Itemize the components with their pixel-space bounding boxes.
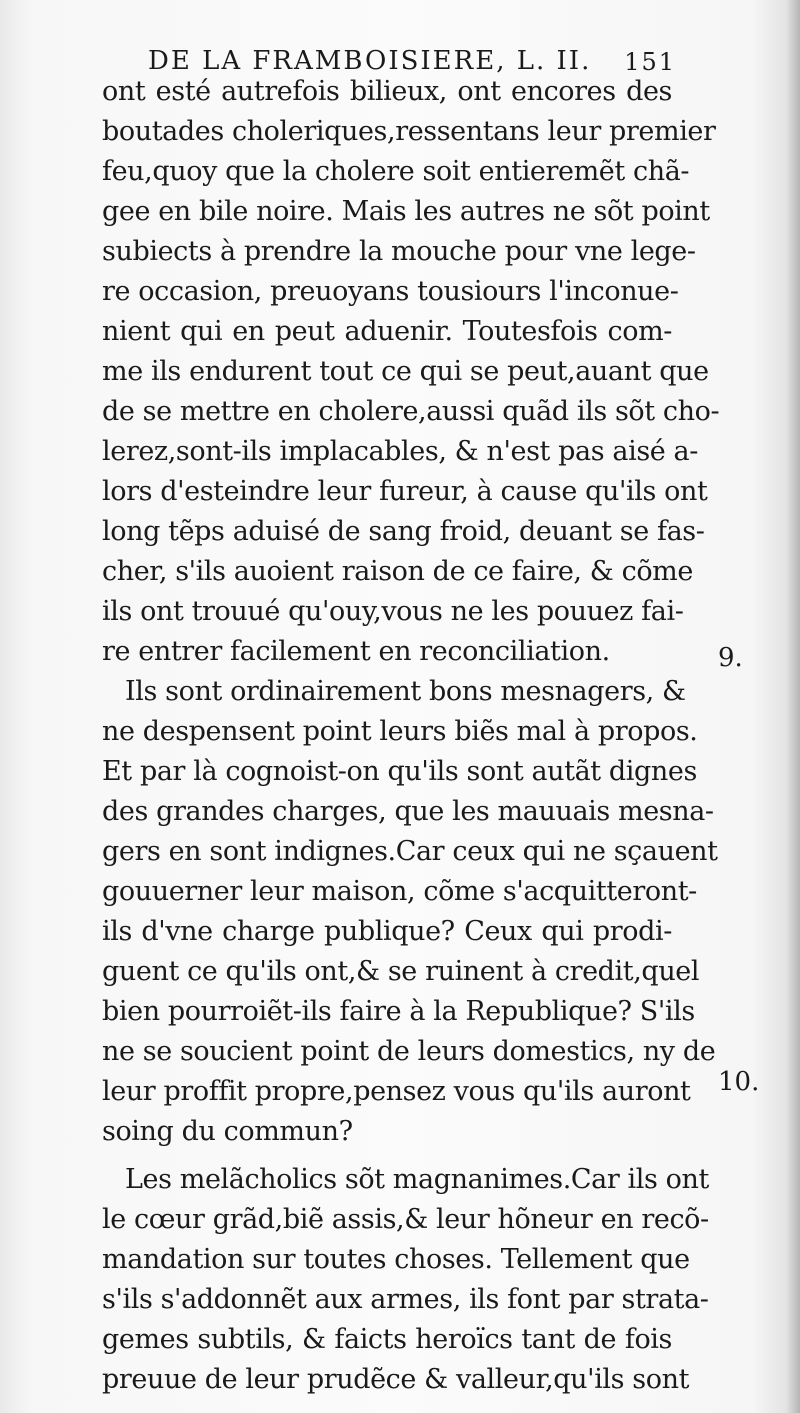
text-line: re occasion, preuoyans tousiours l'inconue- xyxy=(102,276,679,307)
text-line: boutades choleriques,ressentans leur premier xyxy=(102,116,716,147)
text-line: gemes subtils, & faicts heroïcs tant de fois xyxy=(102,1324,672,1355)
text-line: feu,quoy que la cholere soit entieremẽt chã- xyxy=(102,156,690,187)
text-line: soing du commun? xyxy=(102,1116,353,1147)
margin-note-9: 9. xyxy=(718,643,743,673)
text-line: s'ils s'addonnẽt aux armes, ils font par strata- xyxy=(102,1284,709,1315)
text-line: me ils endurent tout ce qui se peut,auant que xyxy=(102,356,709,387)
text-line: nient qui en peut aduenir. Toutesfois com- xyxy=(102,316,672,347)
text-line: cher, s'ils auoient raison de ce faire, & cõme xyxy=(102,556,693,587)
text-line: le cœur grãd,biẽ assis,& leur hõneur en recõ- xyxy=(102,1204,709,1235)
text-line: Ils sont ordinairement bons mesnagers, & xyxy=(125,676,686,707)
text-line: preuue de leur prudẽce & valleur,qu'ils sont xyxy=(102,1364,690,1395)
text-line: lors d'esteindre leur fureur, à cause qu'ils ont xyxy=(102,476,708,507)
text-line: gouuerner leur maison, cõme s'acquitteront- xyxy=(102,876,697,907)
page-number: 151 xyxy=(624,48,676,76)
text-line: lerez,sont-ils implacables, & n'est pas aisé a- xyxy=(102,436,698,467)
text-line: subiects à prendre la mouche pour vne lege- xyxy=(102,236,696,267)
text-line: gee en bile noire. Mais les autres ne sõt point xyxy=(102,196,710,227)
running-head-title: DE LA FRAMBOISIERE, L. II. xyxy=(148,46,592,76)
text-line: guent ce qu'ils ont,& se ruinent à credit,quel xyxy=(102,956,700,987)
text-line: de se mettre en cholere,aussi quãd ils sõt cho- xyxy=(102,396,720,427)
text-line: leur proffit propre,pensez vous qu'ils auront xyxy=(102,1076,691,1107)
text-line: des grandes charges, que les mauuais mesna- xyxy=(102,796,714,827)
text-line: Et par là cognoist-on qu'ils sont autãt dignes xyxy=(102,756,697,787)
text-line: ont esté autrefois bilieux, ont encores des xyxy=(102,76,672,107)
text-line: Les melãcholics sõt magnanimes.Car ils ont xyxy=(125,1164,709,1195)
text-line: bien pourroiẽt-ils faire à la Republique? S'ils xyxy=(102,996,695,1027)
margin-note-10: 10. xyxy=(718,1067,760,1097)
text-line: ne despensent point leurs biẽs mal à propos. xyxy=(102,716,698,747)
text-line: ne se soucient point de leurs domestics, ny de xyxy=(102,1036,716,1067)
text-line: re entrer facilement en reconciliation. xyxy=(102,636,610,667)
text-line: ils ont trouué qu'ouy,vous ne les pouuez fai- xyxy=(102,596,684,627)
text-line: gers en sont indignes.Car ceux qui ne sçauent xyxy=(102,836,718,867)
text-line: long tẽps aduisé de sang froid, deuant se fas- xyxy=(102,516,705,547)
text-line: ils d'vne charge publique? Ceux qui prodi- xyxy=(102,916,672,947)
text-line: mandation sur toutes choses. Tellement que xyxy=(102,1244,690,1275)
